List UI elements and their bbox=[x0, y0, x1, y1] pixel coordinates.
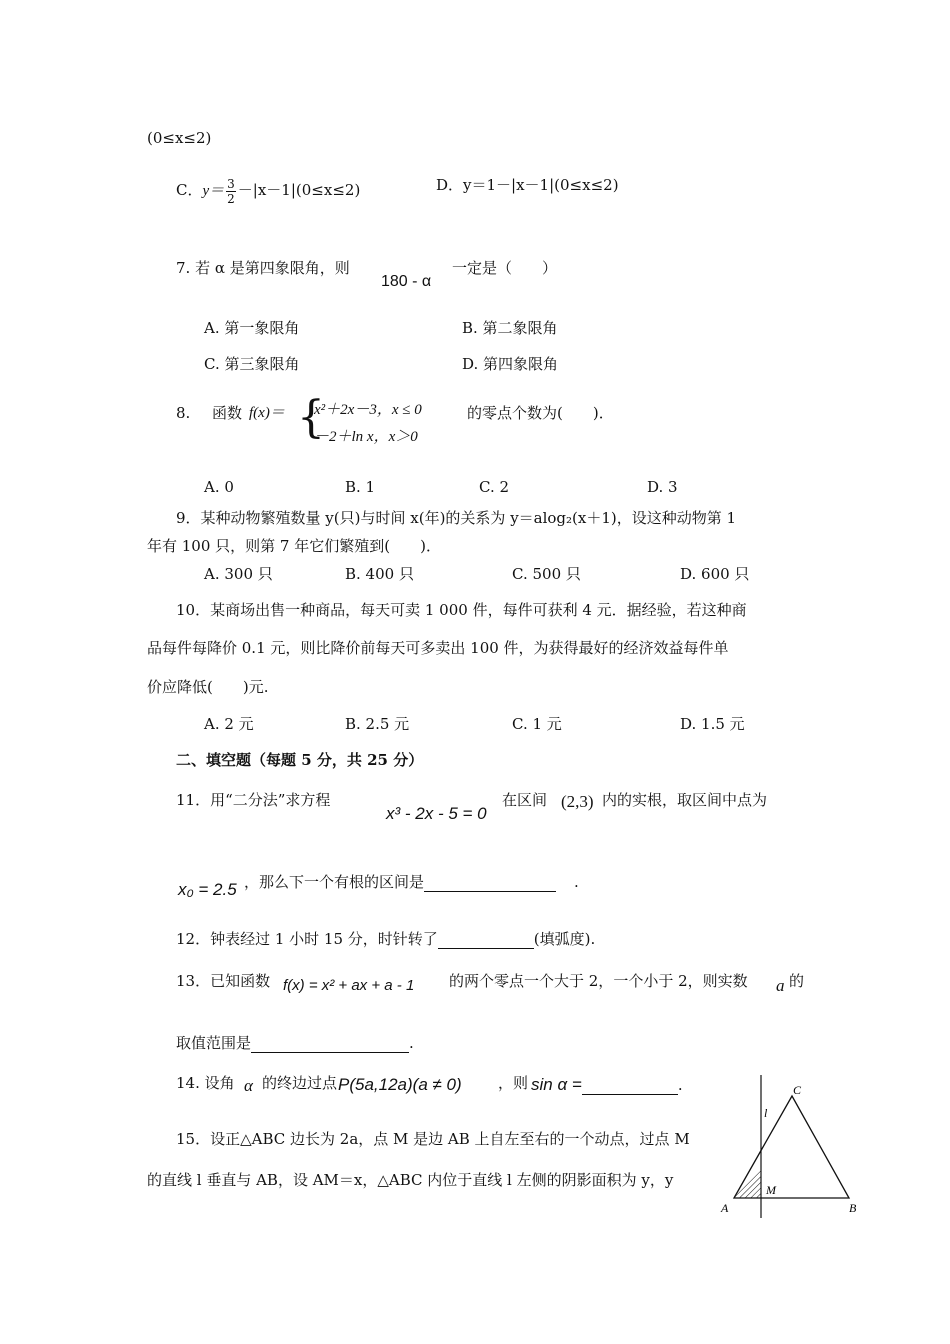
q8-stem: 函数 bbox=[212, 404, 243, 422]
q7-stem-b: 一定是（ ） bbox=[452, 259, 558, 277]
q11-end: . bbox=[574, 873, 579, 891]
q13-line2-text: 取值范围是 bbox=[176, 1034, 252, 1052]
label-c: C bbox=[793, 1083, 802, 1097]
label-b: B bbox=[849, 1201, 857, 1215]
q7-stem-a: 若 α 是第四象限角，则 bbox=[195, 259, 350, 277]
q10-line2: 品每件每降价 0.1 元，则比降价前每天可多卖出 100 件，为获得最好的经济效益每件单 bbox=[147, 639, 729, 657]
q10-option-b: B. 2.5 元 bbox=[345, 715, 410, 733]
q13-stem-a: 13．已知函数 bbox=[176, 972, 271, 990]
q14-sin: sin α = bbox=[531, 1075, 582, 1094]
q8-brace: { bbox=[297, 392, 325, 443]
q6-option-d-label: D． bbox=[436, 176, 464, 194]
q12-tail: (填弧度). bbox=[533, 930, 596, 948]
q7-option-d: D. 第四象限角 bbox=[462, 355, 559, 373]
q13-stem-b: 的两个零点一个大于 2，一个小于 2，则实数 bbox=[449, 972, 748, 990]
q8-case2: －2＋ln x，x＞0 bbox=[314, 429, 418, 445]
label-m: M bbox=[766, 1183, 776, 1197]
q11-x0: x₀ = 2.5 bbox=[178, 880, 237, 899]
q9-line2: 年有 100 只，则第 7 年它们繁殖到( )． bbox=[147, 537, 441, 555]
q12-stem: 12．钟表经过 1 小时 15 分，时针转了 bbox=[176, 930, 438, 948]
label-a: A bbox=[721, 1201, 729, 1215]
q8-option-b: B. 1 bbox=[345, 478, 376, 496]
label-l: l bbox=[764, 1106, 768, 1120]
q6-option-c-y: y＝ bbox=[202, 183, 225, 199]
q11-stem-c: 内的实根，取区间中点为 bbox=[602, 791, 768, 809]
q9-option-d: D. 600 只 bbox=[680, 565, 750, 583]
triangle-figure bbox=[718, 1072, 868, 1222]
q6-option-d-text: y＝1－|x－1|(0≤x≤2) bbox=[463, 176, 619, 194]
q8-tail: 的零点个数为( )． bbox=[467, 404, 614, 422]
q13-function: f(x) = x² + ax + a - 1 bbox=[283, 977, 415, 994]
q11-line2 bbox=[244, 872, 579, 892]
q8-option-c: C. 2 bbox=[479, 478, 510, 496]
q11-stem-a: 11．用“二分法”求方程 bbox=[176, 791, 331, 809]
q11-interval: (2,3) bbox=[561, 792, 594, 811]
q11-answer-blank[interactable] bbox=[424, 875, 556, 892]
q8-option-a: A. 0 bbox=[204, 478, 234, 496]
q14-stem-a: 14. 设角 bbox=[176, 1074, 235, 1092]
q13-stem-c: 的 bbox=[789, 972, 805, 990]
q6-option-c-rest: －|x－1|(0≤x≤2) bbox=[237, 181, 361, 199]
q11-line2-text: ，那么下一个有根的区间是 bbox=[244, 873, 425, 891]
section2-title: 二、填空题（每题 5 分，共 25 分） bbox=[176, 751, 424, 769]
q10-line1: 10．某商场出售一种商品，每天可卖 1 000 件，每件可获利 4 元．据经验，若这种商 bbox=[176, 601, 747, 619]
q7-stem bbox=[176, 258, 350, 278]
q14-stem-b: 的终边过点 bbox=[262, 1074, 338, 1092]
q13-end: . bbox=[409, 1034, 414, 1052]
q8-fx: f(x)＝ bbox=[249, 405, 285, 421]
q7-option-c: C. 第三象限角 bbox=[204, 355, 300, 373]
q13-answer-blank[interactable] bbox=[251, 1036, 409, 1053]
shaded-region bbox=[734, 1166, 761, 1198]
q6-option-c-fraction: $\frac{3}{2}$ bbox=[227, 176, 235, 206]
q8-number: 8. bbox=[176, 404, 191, 422]
q11-equation: x³ - 2x - 5 = 0 bbox=[386, 804, 487, 823]
q15-line2: 的直线 l 垂直与 AB，设 AM＝x，△ABC 内位于直线 l 左侧的阴影面积为 y，y bbox=[147, 1171, 674, 1189]
q9-line1: 9．某种动物繁殖数量 y(只)与时间 x(年)的关系为 y＝alog₂(x＋1)，设这种动物第 1 bbox=[176, 509, 737, 527]
q14-end: . bbox=[677, 1076, 683, 1094]
q10-option-d: D. 1.5 元 bbox=[680, 715, 745, 733]
q7-number: 7. bbox=[176, 259, 191, 277]
q7-option-a: A. 第一象限角 bbox=[204, 319, 300, 337]
q13-line2 bbox=[176, 1033, 414, 1053]
q14-answer-line bbox=[531, 1075, 683, 1095]
q10-line3: 价应降低( )元. bbox=[147, 678, 269, 696]
q13-a: a bbox=[776, 976, 785, 995]
q6-option-c-label: C． bbox=[176, 181, 203, 199]
q7-option-b: B. 第二象限角 bbox=[462, 319, 558, 337]
q8-option-d: D. 3 bbox=[647, 478, 678, 496]
q6-option-d bbox=[436, 170, 619, 210]
q11-stem-b: 在区间 bbox=[502, 791, 548, 809]
q14-stem-c: ，则 bbox=[498, 1074, 529, 1092]
q9-option-a: A. 300 只 bbox=[204, 565, 273, 583]
q9-option-c: C. 500 只 bbox=[512, 565, 581, 583]
q14-alpha: α bbox=[244, 1076, 253, 1095]
q10-option-c: C. 1 元 bbox=[512, 715, 562, 733]
q12-line bbox=[176, 929, 595, 949]
q10-option-a: A. 2 元 bbox=[204, 715, 254, 733]
q12-answer-blank[interactable] bbox=[438, 932, 534, 949]
q6-line1: (0≤x≤2) bbox=[147, 129, 212, 147]
q6-option-c bbox=[176, 170, 360, 210]
q7-formula: 180 - α bbox=[381, 273, 432, 290]
q9-option-b: B. 400 只 bbox=[345, 565, 414, 583]
q15-line1: 15．设正△ABC 边长为 2a，点 M 是边 AB 上自左至右的一个动点，过点 M bbox=[176, 1130, 690, 1148]
q14-answer-blank[interactable] bbox=[582, 1078, 678, 1095]
q8-case1: x²＋2x－3，x ≤ 0 bbox=[314, 402, 422, 418]
q14-point: P(5a,12a)(a ≠ 0) bbox=[338, 1075, 462, 1094]
